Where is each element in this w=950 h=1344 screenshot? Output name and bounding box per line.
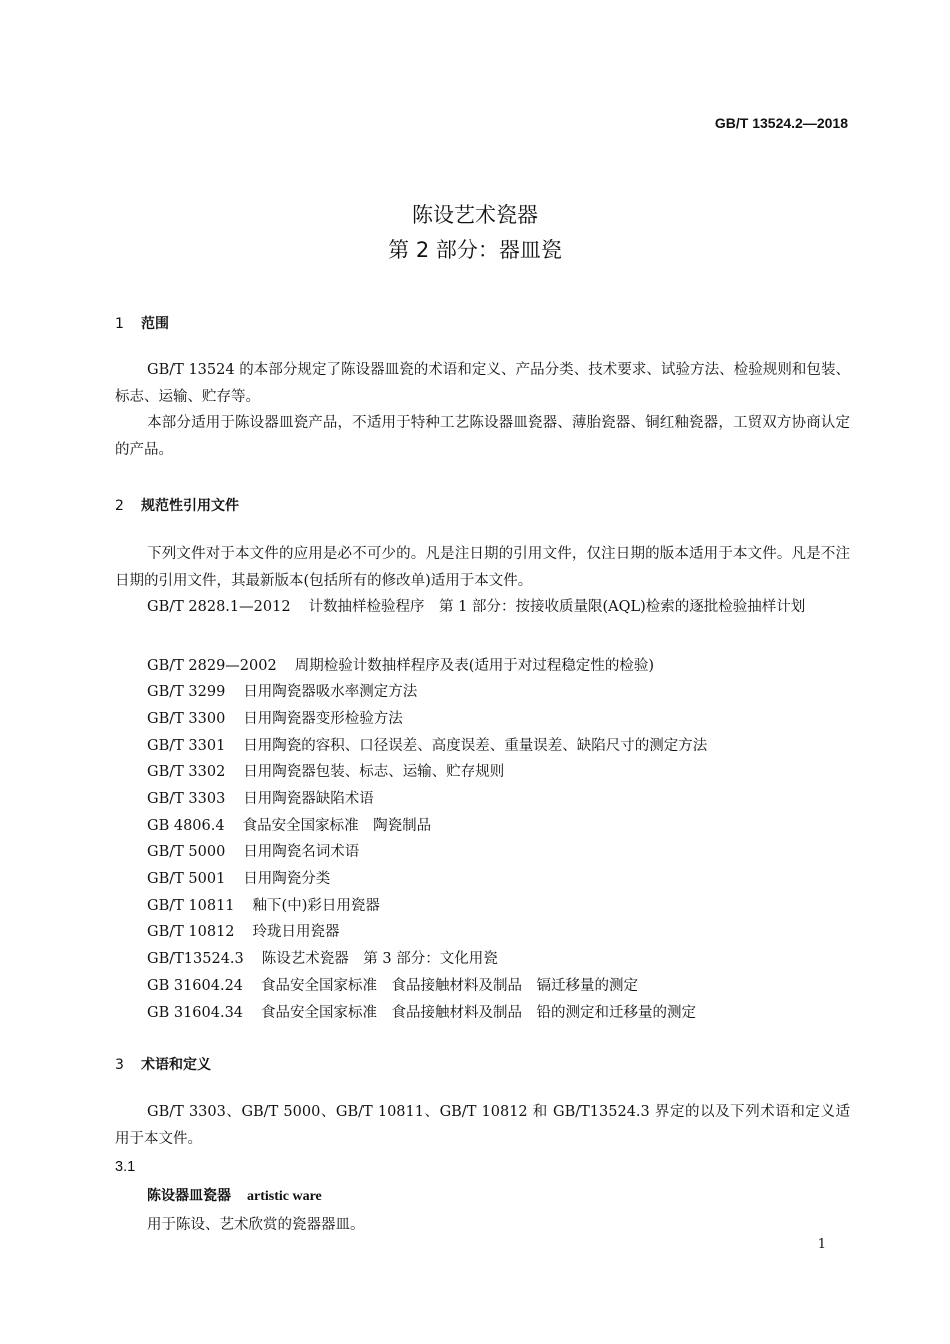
- reference-title: 食品安全国家标准 陶瓷制品: [242, 818, 432, 834]
- reference-code: GB 4806.4: [147, 818, 225, 834]
- reference-item: [147, 654, 654, 675]
- reference-item: [147, 867, 330, 888]
- term-number: 3.1: [115, 1159, 136, 1175]
- reference-title: 陈设艺术瓷器 第 3 部分：文化用瓷: [261, 951, 498, 967]
- term-english: artistic ware: [247, 1189, 322, 1204]
- reference-code: GB 31604.24: [147, 978, 244, 994]
- section-heading: [115, 1054, 211, 1074]
- reference-title: 日用陶瓷名词术语: [243, 844, 360, 860]
- reference-item: [147, 814, 431, 835]
- paragraph: GB/T 13524 的本部分规定了陈设器皿瓷的术语和定义、产品分类、技术要求、试验方法、检验规则和包装、标志、运输、贮存等。: [115, 362, 850, 405]
- reference-title: 日用陶瓷器包装、标志、运输、贮存规则: [243, 764, 505, 780]
- reference-code: GB/T 3302: [147, 764, 226, 780]
- paragraph: 本部分适用于陈设器皿瓷产品，不适用于特种工艺陈设器皿瓷器、薄胎瓷器、铜红釉瓷器，工贸双方协商认定的产品。: [115, 415, 850, 458]
- reference-title: 日用陶瓷器吸水率测定方法: [243, 684, 418, 700]
- reference-code: GB/T 10812: [147, 924, 235, 940]
- section-number: 2: [115, 498, 124, 514]
- section-title: 范围: [141, 316, 169, 332]
- section-number: 1: [115, 316, 124, 332]
- reference-item: [147, 707, 403, 728]
- reference-item: [147, 734, 707, 755]
- reference-title: 计数抽样检验程序 第 1 部分：按接收质量限(AQL)检索的逐批检验抽样计划: [308, 599, 806, 615]
- document-subtitle: 第 2 部分：器皿瓷: [388, 238, 562, 262]
- reference-title: 食品安全国家标准 食品接触材料及制品 铅的测定和迁移量的测定: [261, 1005, 697, 1021]
- reference-item: [147, 840, 359, 861]
- reference-code: GB/T 10811: [147, 898, 235, 914]
- section-title: 术语和定义: [141, 1057, 211, 1073]
- term-chinese: 陈设器皿瓷器: [147, 1188, 231, 1204]
- reference-item: [147, 894, 380, 915]
- reference-code: GB/T 2829—2002: [147, 658, 277, 674]
- reference-code: GB/T 3300: [147, 711, 226, 727]
- page-number: 1: [817, 1237, 826, 1252]
- reference-code: GB/T13524.3: [147, 951, 244, 967]
- term-entry: [147, 1185, 322, 1205]
- reference-title: 釉下(中)彩日用瓷器: [252, 898, 380, 914]
- reference-title: 日用陶瓷分类: [243, 871, 331, 887]
- section-number: 3: [115, 1057, 124, 1073]
- section-heading: [115, 495, 239, 515]
- reference-item: [147, 947, 498, 968]
- reference-item: [115, 594, 850, 621]
- reference-code: GB/T 3299: [147, 684, 226, 700]
- reference-title: 食品安全国家标准 食品接触材料及制品 镉迁移量的测定: [261, 978, 639, 994]
- reference-title: 日用陶瓷的容积、口径误差、高度误差、重量误差、缺陷尺寸的测定方法: [243, 738, 708, 754]
- term-definition: 用于陈设、艺术欣赏的瓷器器皿。: [147, 1217, 365, 1233]
- reference-item: [147, 760, 504, 781]
- reference-item: [147, 920, 340, 941]
- document-title: 陈设艺术瓷器: [412, 203, 538, 227]
- standard-number: GB/T 13524.2—2018: [714, 115, 848, 131]
- reference-title: 玲珑日用瓷器: [252, 924, 340, 940]
- reference-item: [147, 974, 638, 995]
- reference-title: 日用陶瓷器缺陷术语: [243, 791, 374, 807]
- reference-item: [147, 787, 374, 808]
- section-heading: [115, 313, 169, 333]
- section-title: 规范性引用文件: [141, 498, 239, 514]
- reference-code: GB/T 2828.1—2012: [147, 599, 291, 615]
- reference-item: [147, 680, 417, 701]
- reference-title: 周期检验计数抽样程序及表(适用于对过程稳定性的检验): [294, 658, 655, 674]
- reference-code: GB/T 3303: [147, 791, 226, 807]
- reference-item: [147, 1001, 696, 1022]
- paragraph: 下列文件对于本文件的应用是必不可少的。凡是注日期的引用文件，仅注日期的版本适用于本文件。凡是不注日期的引用文件，其最新版本(包括所有的修改单)适用于本文件。: [115, 546, 850, 589]
- reference-code: GB/T 5000: [147, 844, 226, 860]
- reference-code: GB/T 3301: [147, 738, 226, 754]
- paragraph: GB/T 3303、GB/T 5000、GB/T 10811、GB/T 10812 和 GB/T13524.3 界定的以及下列术语和定义适用于本文件。: [115, 1104, 850, 1147]
- reference-title: 日用陶瓷器变形检验方法: [243, 711, 403, 727]
- reference-code: GB/T 5001: [147, 871, 226, 887]
- reference-code: GB 31604.34: [147, 1005, 244, 1021]
